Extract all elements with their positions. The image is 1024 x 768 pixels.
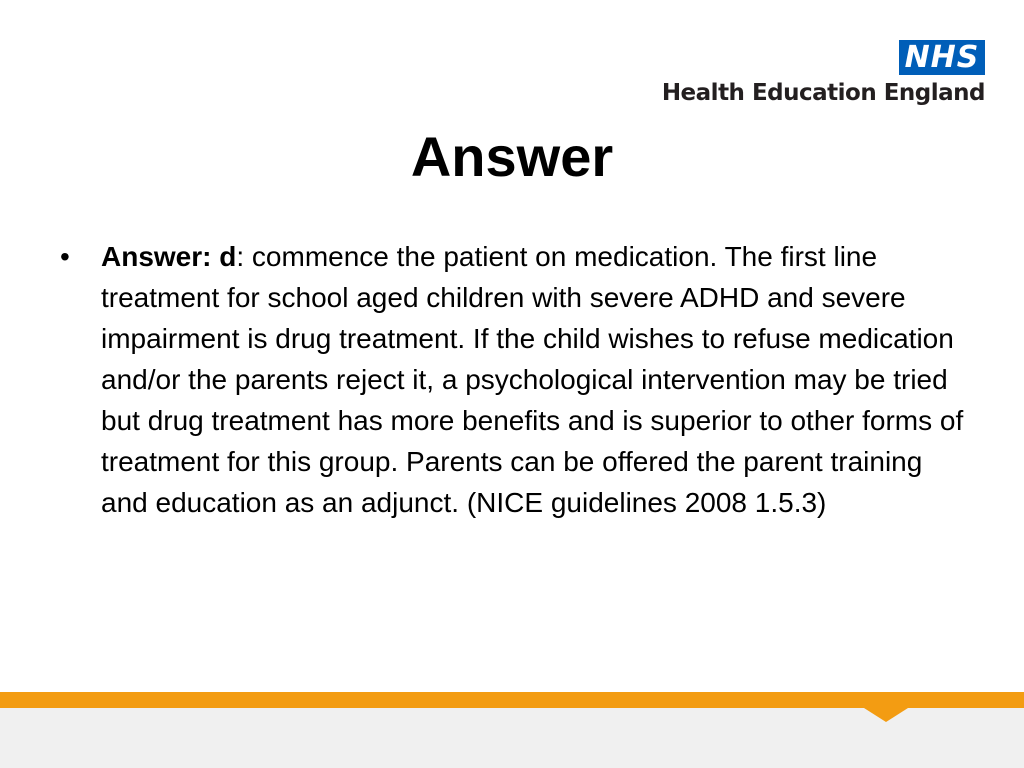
slide-title: Answer xyxy=(410,125,614,188)
answer-lead: Answer: d xyxy=(101,241,237,272)
answer-text: : commence the patient on medication. The first line treatment for school aged children with severe ADHD and severe impairment is drug treatment. If the child wishes to refuse medication and/or the parents reject it, a psychological intervention may be tried but drug treatment has more benefits and is superior to other forms of treatment for this group. Parents can be offered the parent training and education as an adjunct. (NICE guidelines 2008 1.5.3) xyxy=(101,241,964,518)
footer-orange-bar xyxy=(0,692,1024,708)
bullet-icon: • xyxy=(60,241,70,272)
footer-notch-icon xyxy=(864,708,908,722)
nhs-hee-logo xyxy=(625,40,985,112)
answer-bullet xyxy=(60,236,970,523)
org-name: Health Education England xyxy=(661,80,985,106)
slide-content xyxy=(60,236,970,523)
nhs-badge: NHS xyxy=(899,40,985,75)
